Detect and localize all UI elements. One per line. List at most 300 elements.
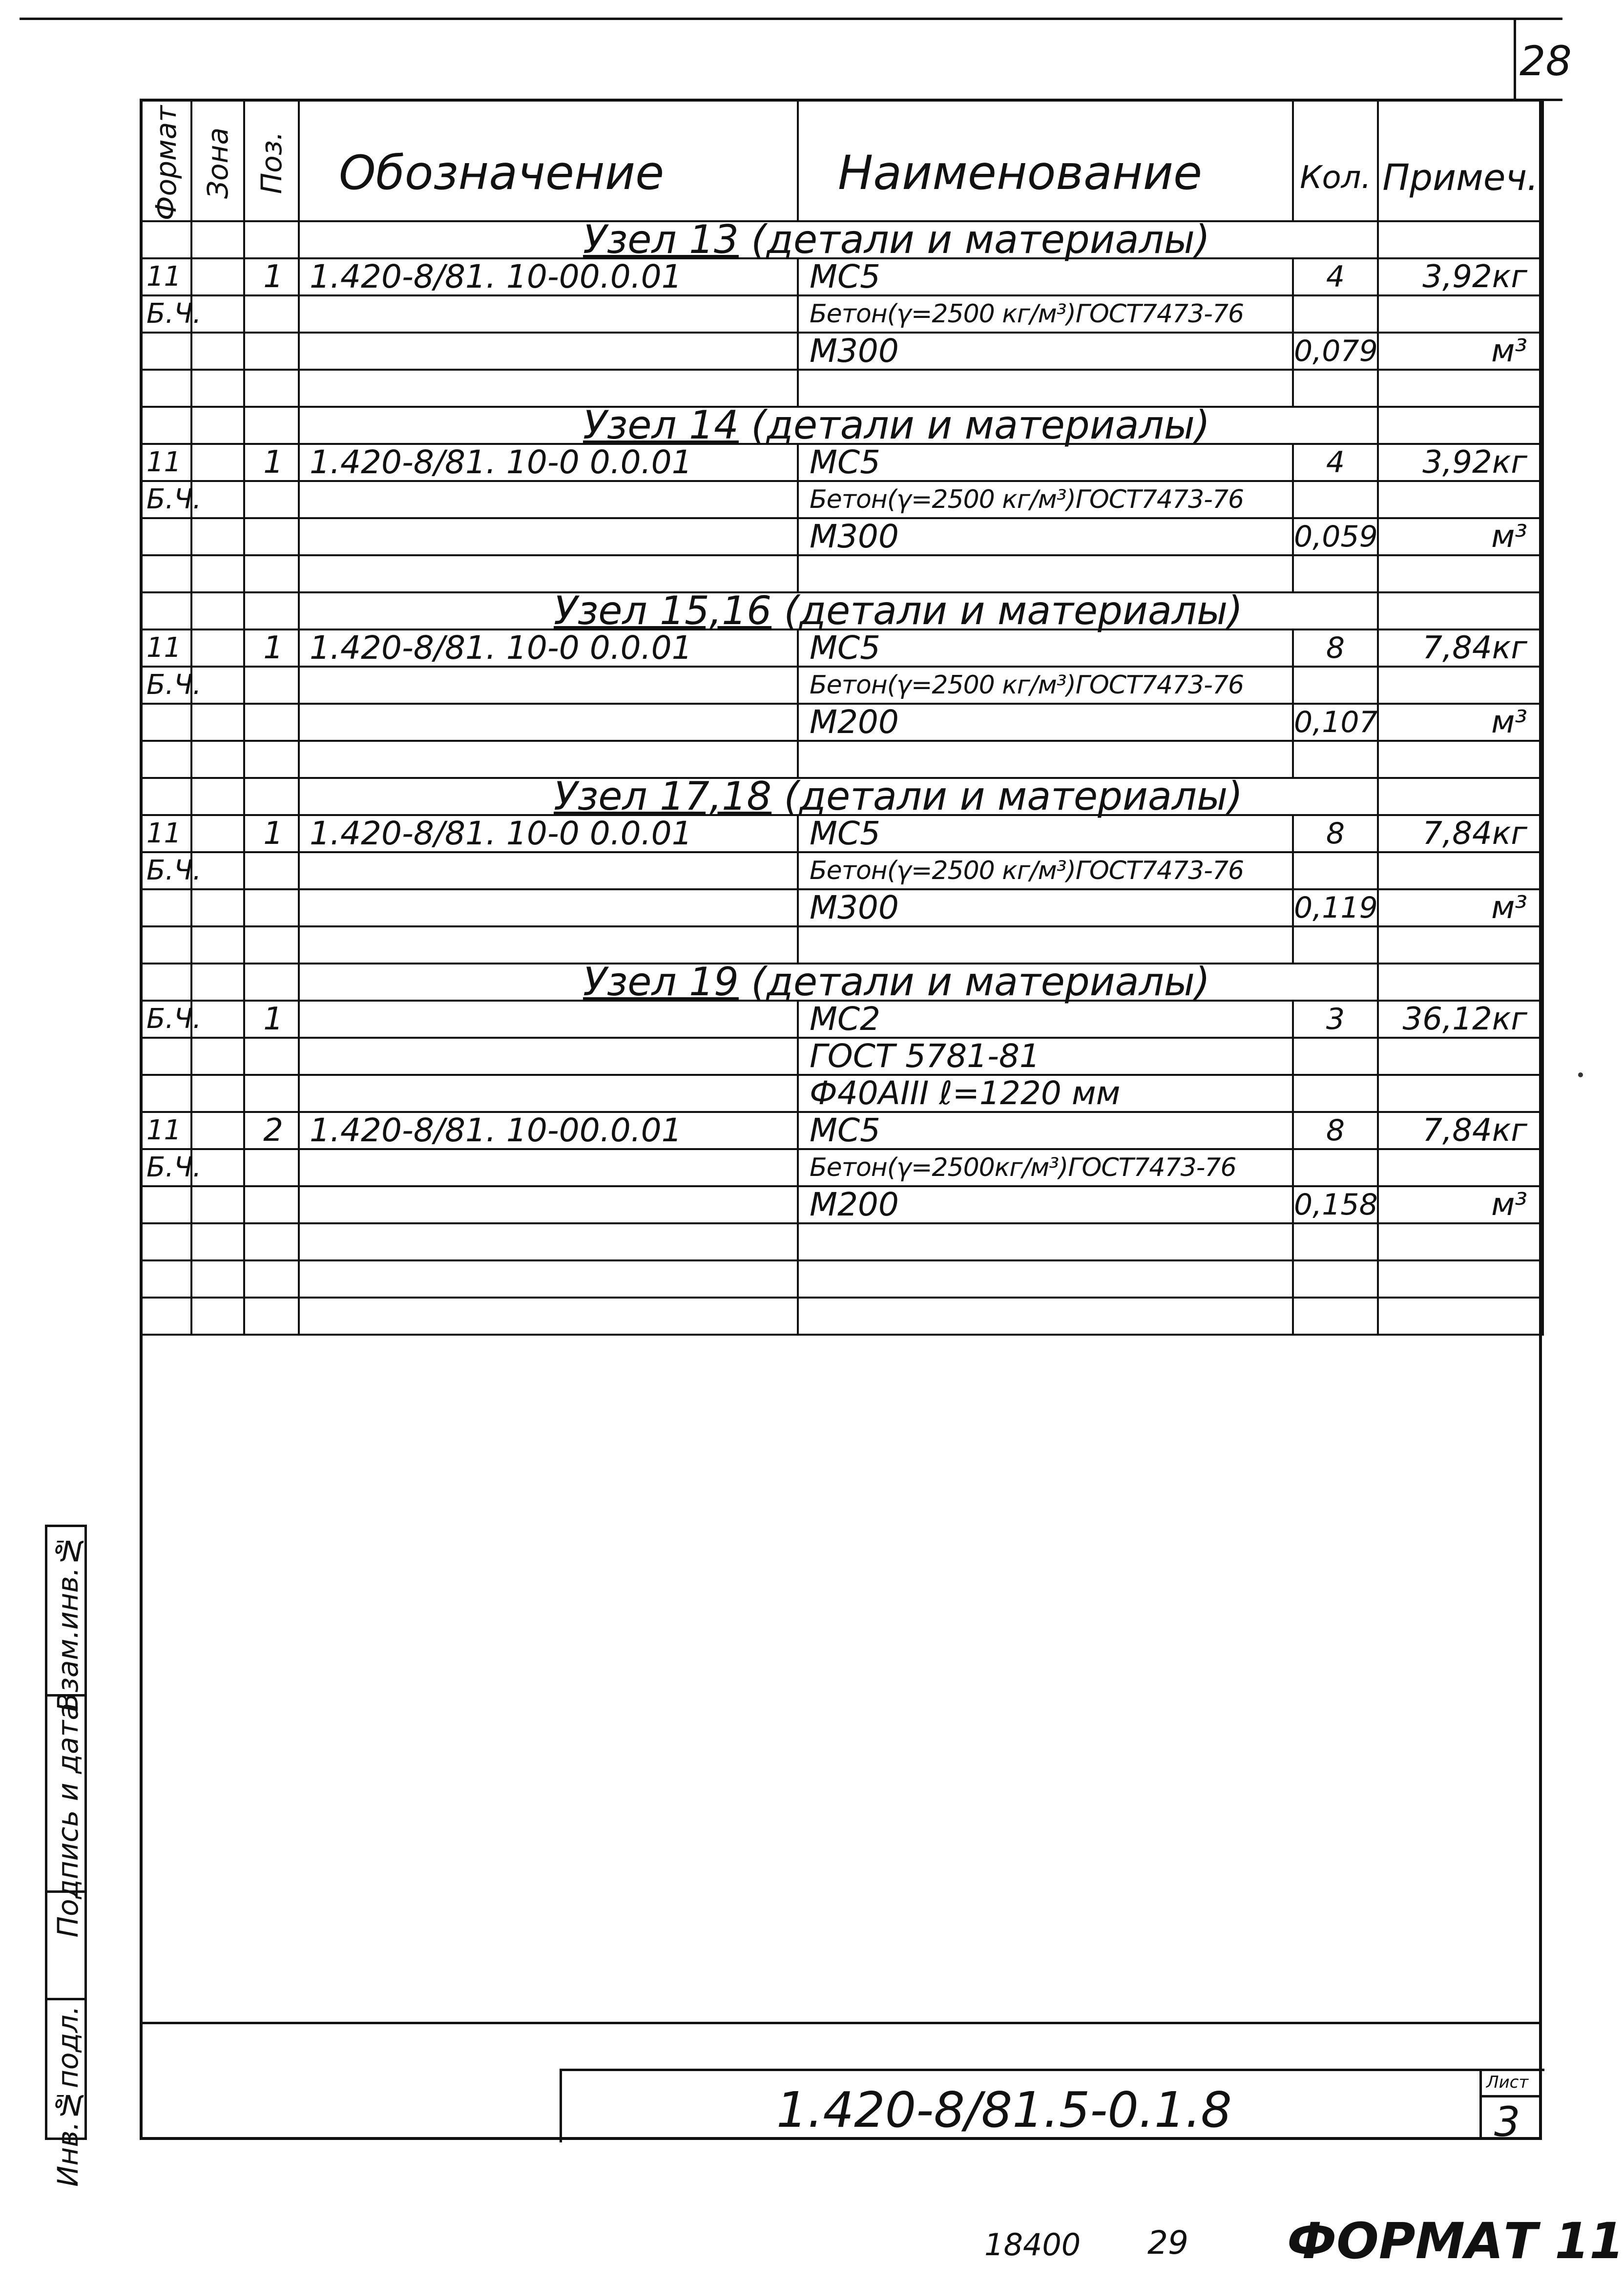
zone-cell xyxy=(191,258,244,295)
quantity-cell xyxy=(1293,1038,1378,1075)
name-cell xyxy=(798,629,1293,667)
designation-cell xyxy=(299,1223,798,1260)
name-value: МС5 xyxy=(810,443,881,482)
name-cell xyxy=(798,1112,1293,1149)
quantity-value: 0,059 xyxy=(1294,520,1378,554)
format-cell xyxy=(141,667,202,704)
designation-cell xyxy=(299,258,798,295)
header-note-cell xyxy=(1378,100,1543,221)
designation-cell xyxy=(299,333,798,370)
format-cell xyxy=(141,555,191,592)
note-value: м³ xyxy=(1491,519,1527,555)
quantity-cell xyxy=(1293,1149,1378,1186)
format-cell xyxy=(141,1186,191,1223)
format-cell xyxy=(141,1149,202,1186)
format-cell xyxy=(141,1038,191,1075)
format-value: 11 xyxy=(146,632,182,664)
quantity-cell xyxy=(1293,1260,1378,1298)
format-value: 11 xyxy=(146,261,182,293)
note-cell xyxy=(1378,518,1543,555)
zone-cell xyxy=(191,1298,244,1335)
format-cell xyxy=(141,1001,202,1038)
position-cell xyxy=(244,741,299,778)
quantity-cell xyxy=(1293,1112,1378,1149)
specification-table xyxy=(140,99,1544,1336)
designation-cell xyxy=(299,1149,798,1186)
format-value: 11 xyxy=(146,1114,182,1147)
quantity-cell xyxy=(1293,1223,1378,1260)
table-row xyxy=(141,629,1543,667)
empty-cell xyxy=(244,964,299,1001)
name-cell xyxy=(798,667,1293,704)
header-position-cell xyxy=(244,100,299,221)
designation-value: 1.420-8/81. 10-00.0.01 xyxy=(310,258,682,296)
zone-cell xyxy=(191,1260,244,1298)
position-cell xyxy=(244,370,299,407)
empty-cell xyxy=(141,964,191,1001)
zone-cell xyxy=(191,370,244,407)
header-format: Формат xyxy=(149,105,183,221)
table-row xyxy=(141,295,1543,333)
format-cell xyxy=(141,926,191,964)
format-cell xyxy=(141,295,202,333)
section-title-cell xyxy=(299,402,1378,448)
empty-cell xyxy=(191,964,244,1001)
position-cell xyxy=(244,1112,299,1149)
format-cell xyxy=(141,481,202,518)
section-title xyxy=(300,402,1377,448)
position-cell xyxy=(244,926,299,964)
section-title xyxy=(300,588,1377,634)
position-cell xyxy=(244,444,299,481)
format-cell xyxy=(141,1223,191,1260)
position-cell xyxy=(244,333,299,370)
section-title xyxy=(300,774,1377,819)
name-cell xyxy=(798,555,1293,592)
note-cell xyxy=(1378,1038,1543,1075)
section-title-cell xyxy=(299,774,1378,819)
position-cell xyxy=(244,1223,299,1260)
note-value: 7,84кг xyxy=(1422,1112,1527,1149)
quantity-cell xyxy=(1293,518,1378,555)
table-row xyxy=(141,370,1543,407)
side-stamp-sign-date: Подпись и дата xyxy=(51,1703,84,1938)
table-row xyxy=(141,444,1543,481)
name-cell xyxy=(798,370,1293,407)
note-cell xyxy=(1378,1001,1543,1038)
page-number: 28 xyxy=(1520,37,1572,85)
section-suffix: (детали и материалы) xyxy=(771,588,1243,634)
quantity-cell xyxy=(1293,629,1378,667)
table-row xyxy=(141,1149,1543,1186)
empty-cell xyxy=(141,592,191,629)
name-value: М200 xyxy=(810,703,899,741)
designation-cell xyxy=(299,1038,798,1075)
table-row xyxy=(141,852,1543,889)
name-cell xyxy=(798,1186,1293,1223)
name-value: М200 xyxy=(810,1186,899,1224)
format-cell xyxy=(141,629,191,667)
header-position: Поз. xyxy=(255,131,288,194)
position-cell xyxy=(244,629,299,667)
format-cell xyxy=(141,518,191,555)
sheet-label: Лист xyxy=(1486,2073,1529,2092)
note-cell xyxy=(1378,1260,1543,1298)
note-cell xyxy=(1378,1112,1543,1149)
format-cell xyxy=(141,852,202,889)
format-cell xyxy=(141,704,191,741)
quantity-cell xyxy=(1293,370,1378,407)
quantity-cell xyxy=(1293,889,1378,926)
name-value: МС5 xyxy=(810,629,881,667)
table-row xyxy=(141,704,1543,741)
quantity-value: 0,158 xyxy=(1294,1188,1378,1222)
empty-cell xyxy=(141,221,191,258)
side-stamp-inv-no: Инв.№подл. xyxy=(51,2006,84,2187)
section-header-row xyxy=(141,221,1543,258)
position-cell xyxy=(244,258,299,295)
format-cell xyxy=(141,444,191,481)
zone-cell xyxy=(191,1223,244,1260)
section-header-row xyxy=(141,964,1543,1001)
format-value: 11 xyxy=(146,818,182,850)
zone-cell xyxy=(191,555,244,592)
header-format-cell xyxy=(141,100,191,221)
position-cell xyxy=(244,1298,299,1335)
table-row xyxy=(141,1223,1543,1260)
name-cell xyxy=(798,481,1293,518)
note-cell xyxy=(1378,741,1543,778)
position-cell xyxy=(244,295,299,333)
quantity-cell xyxy=(1293,1001,1378,1038)
quantity-value: 0,079 xyxy=(1294,334,1378,369)
header-name-cell xyxy=(798,100,1293,221)
name-value: Бетон(γ=2500кг/м³)ГОСТ7473-76 xyxy=(810,1153,1236,1183)
name-cell xyxy=(798,1223,1293,1260)
designation-cell xyxy=(299,704,798,741)
top-border-line xyxy=(20,18,1562,20)
note-cell xyxy=(1378,555,1543,592)
section-node-label: Узел 19 xyxy=(583,959,739,1005)
note-cell xyxy=(1378,889,1543,926)
side-stamp-replaces-inv: Взам.инв.№ xyxy=(51,1534,84,1712)
name-value: М300 xyxy=(810,518,899,556)
designation-cell xyxy=(299,1298,798,1335)
table-row xyxy=(141,667,1543,704)
header-designation: Обозначение xyxy=(339,145,665,200)
section-node-label: Узел 17,18 xyxy=(554,774,772,819)
name-cell xyxy=(798,1038,1293,1075)
name-cell xyxy=(798,333,1293,370)
name-cell xyxy=(798,815,1293,852)
table-row xyxy=(141,1260,1543,1298)
table-row xyxy=(141,741,1543,778)
empty-cell xyxy=(244,592,299,629)
format-value: Б.Ч. xyxy=(146,1003,202,1035)
empty-cell xyxy=(191,407,244,444)
footer-number: 18400 xyxy=(984,2227,1081,2263)
quantity-cell xyxy=(1293,444,1378,481)
position-value: 1 xyxy=(263,259,283,295)
table-row xyxy=(141,555,1543,592)
table-row xyxy=(141,926,1543,964)
quantity-value: 4 xyxy=(1326,260,1345,294)
header-designation-cell xyxy=(299,100,798,221)
scan-speck xyxy=(1578,1072,1583,1077)
section-suffix: (детали и материалы) xyxy=(771,774,1243,819)
format-value: 11 xyxy=(146,446,182,479)
name-cell xyxy=(798,1001,1293,1038)
format-cell xyxy=(141,258,191,295)
format-cell xyxy=(141,333,191,370)
position-value: 1 xyxy=(263,816,283,852)
header-name: Наименование xyxy=(838,145,1203,200)
table-row xyxy=(141,258,1543,295)
quantity-value: 0,119 xyxy=(1294,891,1378,925)
quantity-value: 3 xyxy=(1326,1002,1345,1037)
quantity-value: 4 xyxy=(1326,445,1345,480)
name-cell xyxy=(798,1298,1293,1335)
note-cell xyxy=(1378,926,1543,964)
position-cell xyxy=(244,667,299,704)
empty-cell xyxy=(1378,964,1543,1001)
designation-cell xyxy=(299,1112,798,1149)
section-suffix: (детали и материалы) xyxy=(738,959,1210,1005)
sheet-number: 3 xyxy=(1494,2098,1520,2146)
name-cell xyxy=(798,741,1293,778)
designation-cell xyxy=(299,852,798,889)
quantity-cell xyxy=(1293,1298,1378,1335)
position-cell xyxy=(244,1186,299,1223)
note-value: м³ xyxy=(1491,890,1527,926)
quantity-cell xyxy=(1293,926,1378,964)
footer-format: ФОРМАТ 11 xyxy=(1287,2212,1624,2270)
name-cell xyxy=(798,258,1293,295)
zone-cell xyxy=(191,333,244,370)
note-cell xyxy=(1378,444,1543,481)
table-row xyxy=(141,1186,1543,1223)
name-cell xyxy=(798,444,1293,481)
zone-cell xyxy=(191,1186,244,1223)
designation-cell xyxy=(299,667,798,704)
table-row xyxy=(141,333,1543,370)
note-cell xyxy=(1378,1149,1543,1186)
designation-value: 1.420-8/81. 10-0 0.0.01 xyxy=(310,629,692,667)
position-cell xyxy=(244,1260,299,1298)
name-cell xyxy=(798,295,1293,333)
quantity-value: 0,107 xyxy=(1294,705,1378,740)
quantity-value: 8 xyxy=(1326,817,1345,851)
position-cell xyxy=(244,518,299,555)
name-cell xyxy=(798,1149,1293,1186)
designation-cell xyxy=(299,1260,798,1298)
section-header-row xyxy=(141,592,1543,629)
empty-cell xyxy=(191,221,244,258)
note-cell xyxy=(1378,481,1543,518)
quantity-cell xyxy=(1293,481,1378,518)
zone-cell xyxy=(191,629,244,667)
format-cell xyxy=(141,741,191,778)
note-value: м³ xyxy=(1491,333,1527,370)
quantity-cell xyxy=(1293,333,1378,370)
section-header-row xyxy=(141,778,1543,815)
note-cell xyxy=(1378,333,1543,370)
designation-value: 1.420-8/81. 10-0 0.0.01 xyxy=(310,815,692,853)
note-cell xyxy=(1378,1298,1543,1335)
position-cell xyxy=(244,815,299,852)
quantity-cell xyxy=(1293,555,1378,592)
zone-cell xyxy=(191,518,244,555)
section-node-label: Узел 13 xyxy=(583,217,739,263)
designation-cell xyxy=(299,444,798,481)
section-title-cell xyxy=(299,588,1378,634)
footer-page: 29 xyxy=(1147,2224,1188,2262)
quantity-cell xyxy=(1293,704,1378,741)
designation-cell xyxy=(299,1186,798,1223)
format-value: Б.Ч. xyxy=(146,298,202,330)
position-value: 1 xyxy=(263,630,283,667)
format-cell xyxy=(141,815,191,852)
note-value: 3,92кг xyxy=(1422,444,1527,481)
designation-cell xyxy=(299,370,798,407)
table-row xyxy=(141,481,1543,518)
table-row xyxy=(141,1038,1543,1075)
quantity-value: 8 xyxy=(1326,631,1345,666)
name-value: М300 xyxy=(810,332,899,370)
header-row xyxy=(141,100,1543,221)
name-value: Бетон(γ=2500 кг/м³)ГОСТ7473-76 xyxy=(810,299,1244,329)
note-cell xyxy=(1378,1186,1543,1223)
zone-cell xyxy=(191,926,244,964)
name-value: МС5 xyxy=(810,1111,881,1150)
quantity-cell xyxy=(1293,258,1378,295)
section-title-cell xyxy=(299,959,1378,1005)
title-block-rule xyxy=(140,2022,1542,2024)
page-number-box-left xyxy=(1514,18,1516,101)
table-row xyxy=(141,1075,1543,1112)
position-value: 1 xyxy=(263,444,283,481)
designation-cell xyxy=(299,815,798,852)
quantity-value: 8 xyxy=(1326,1113,1345,1148)
empty-cell xyxy=(244,778,299,815)
zone-cell xyxy=(191,1112,244,1149)
note-value: 7,84кг xyxy=(1422,816,1527,852)
table-row xyxy=(141,1298,1543,1335)
note-value: м³ xyxy=(1491,704,1527,741)
name-value: Бетон(γ=2500 кг/м³)ГОСТ7473-76 xyxy=(810,485,1244,515)
designation-cell xyxy=(299,1001,798,1038)
name-value: М300 xyxy=(810,889,899,927)
position-cell xyxy=(244,1001,299,1038)
name-cell xyxy=(798,1260,1293,1298)
note-cell xyxy=(1378,629,1543,667)
quantity-cell xyxy=(1293,815,1378,852)
name-cell xyxy=(798,704,1293,741)
empty-cell xyxy=(141,407,191,444)
name-value: ГОСТ 5781-81 xyxy=(810,1037,1040,1075)
format-value: Б.Ч. xyxy=(146,855,202,887)
format-value: Б.Ч. xyxy=(146,669,202,701)
position-cell xyxy=(244,1075,299,1112)
position-cell xyxy=(244,852,299,889)
quantity-cell xyxy=(1293,667,1378,704)
empty-cell xyxy=(1378,221,1543,258)
document-code: 1.420-8/81.5-0.1.8 xyxy=(776,2081,1232,2138)
designation-cell xyxy=(299,1075,798,1112)
position-value: 2 xyxy=(263,1112,283,1149)
name-cell xyxy=(798,518,1293,555)
designation-cell xyxy=(299,518,798,555)
quantity-cell xyxy=(1293,295,1378,333)
note-value: м³ xyxy=(1491,1187,1527,1223)
title-block-sheet-column xyxy=(1479,2069,1482,2140)
side-stamp xyxy=(45,1525,87,2187)
format-cell xyxy=(141,889,191,926)
empty-cell xyxy=(141,778,191,815)
table-row xyxy=(141,815,1543,852)
designation-cell xyxy=(299,629,798,667)
table-row xyxy=(141,1112,1543,1149)
empty-cell xyxy=(244,407,299,444)
section-title-cell xyxy=(299,217,1378,263)
header-zone: Зона xyxy=(201,127,234,199)
note-cell xyxy=(1378,1075,1543,1112)
name-value: МС5 xyxy=(810,815,881,853)
name-cell xyxy=(798,1075,1293,1112)
designation-cell xyxy=(299,295,798,333)
empty-cell xyxy=(244,221,299,258)
position-cell xyxy=(244,1038,299,1075)
quantity-cell xyxy=(1293,1186,1378,1223)
format-cell xyxy=(141,1298,191,1335)
title-block-sheet-divider xyxy=(1479,2095,1542,2097)
note-value: 7,84кг xyxy=(1422,630,1527,667)
position-value: 1 xyxy=(263,1001,283,1038)
empty-cell xyxy=(1378,407,1543,444)
designation-value: 1.420-8/81. 10-0 0.0.01 xyxy=(310,443,692,482)
note-cell xyxy=(1378,1223,1543,1260)
name-cell xyxy=(798,852,1293,889)
name-value: Ф40АIII ℓ=1220 мм xyxy=(810,1074,1121,1112)
note-cell xyxy=(1378,704,1543,741)
section-suffix: (детали и материалы) xyxy=(738,402,1210,448)
position-cell xyxy=(244,889,299,926)
designation-cell xyxy=(299,926,798,964)
quantity-cell xyxy=(1293,741,1378,778)
designation-cell xyxy=(299,741,798,778)
section-title xyxy=(300,217,1377,263)
empty-cell xyxy=(1378,778,1543,815)
format-cell xyxy=(141,1260,191,1298)
table-row xyxy=(141,518,1543,555)
section-node-label: Узел 14 xyxy=(583,402,739,448)
format-value: Б.Ч. xyxy=(146,483,202,516)
note-value: 3,92кг xyxy=(1422,259,1527,295)
quantity-cell xyxy=(1293,1075,1378,1112)
name-value: МС5 xyxy=(810,258,881,296)
zone-cell xyxy=(191,704,244,741)
header-quantity: Кол. xyxy=(1300,159,1371,196)
note-value: 36,12кг xyxy=(1402,1001,1527,1038)
format-cell xyxy=(141,1112,191,1149)
zone-cell xyxy=(191,444,244,481)
zone-cell xyxy=(191,889,244,926)
position-cell xyxy=(244,1149,299,1186)
section-suffix: (детали и материалы) xyxy=(738,217,1210,263)
header-note: Примеч. xyxy=(1382,156,1539,199)
note-cell xyxy=(1378,815,1543,852)
name-cell xyxy=(798,926,1293,964)
